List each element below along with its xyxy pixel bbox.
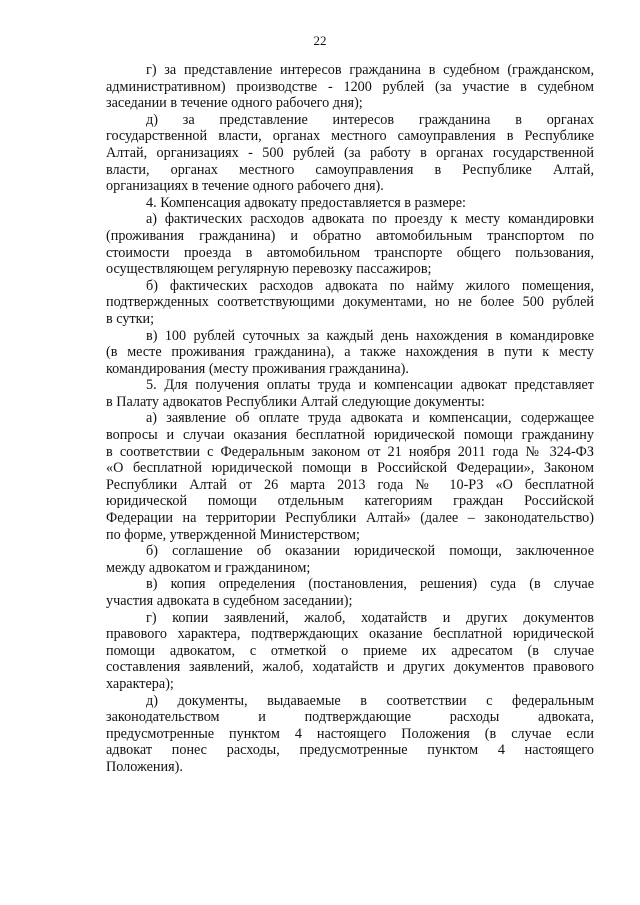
- paragraph: [106, 211, 594, 277]
- text-line: по форме, утвержденной Министерством;: [106, 526, 360, 543]
- text-line: юридической помощи отдельным категориям граждан Российской: [106, 493, 594, 510]
- paragraph: [106, 377, 594, 410]
- text-line: д) документы, выдаваемые в соответствии с федеральным: [146, 692, 594, 709]
- text-line: (проживания гражданина) и обратно автомобильным транспортом по: [106, 227, 594, 244]
- text-line: а) заявление об оплате труда адвоката и компенсации, содержащее: [146, 410, 594, 427]
- paragraph: [106, 543, 594, 576]
- text-line: организациях в течение одного рабочего дня).: [106, 178, 384, 195]
- text-line: командирования (месту проживания гражданина).: [106, 360, 409, 377]
- text-line: г) за представление интересов гражданина в судебном (гражданском,: [146, 62, 594, 78]
- text-line: государственной власти, органах местного самоуправления в Республике: [106, 128, 594, 145]
- paragraph: [106, 328, 594, 378]
- text-line: власти, органах местного самоуправления в Республике Алтай,: [106, 161, 594, 178]
- text-line: в) 100 рублей суточных за каждый день нахождения в командировке: [146, 327, 594, 344]
- text-line: 5. Для получения оплаты труда и компенсации адвокат представляет: [146, 377, 594, 394]
- paragraph: [106, 410, 594, 543]
- text-line: б) фактических расходов адвоката по найму жилого помещения,: [146, 277, 594, 294]
- paragraph: [106, 278, 594, 328]
- document-body: [106, 62, 594, 776]
- text-line: (в месте проживания гражданина), а также нахождения в пути к месту: [106, 344, 594, 361]
- text-line: вопросы и случаи оказания бесплатной юридической помощи гражданину: [106, 427, 594, 444]
- paragraph: [106, 693, 594, 776]
- text-line: составления заявлений, жалоб, ходатайств и других документов правового: [106, 659, 594, 676]
- text-line: адвокат понес расходы, предусмотренные пунктом 4 настоящего: [106, 742, 594, 759]
- text-line: в Палату адвокатов Республики Алтай следующие документы:: [106, 393, 485, 410]
- text-line: предусмотренные пунктом 4 настоящего Положения (в случае если: [106, 725, 594, 742]
- paragraph: [106, 576, 594, 609]
- text-line: Алтай, организациях - 500 рублей (за работу в органах государственной: [106, 144, 594, 161]
- text-line: Положения).: [106, 758, 183, 775]
- paragraph: [106, 62, 594, 112]
- text-line: Федерации на территории Республики Алтай» (далее – законодательство): [106, 510, 594, 527]
- text-line: законодательством и подтверждающие расходы адвоката,: [106, 709, 594, 726]
- text-line: административном) производстве - 1200 рублей (за участие в судебном: [106, 78, 594, 95]
- text-line: участия адвоката в судебном заседании);: [106, 593, 353, 609]
- paragraph: [106, 112, 594, 195]
- paragraph: [106, 195, 594, 212]
- text-line: стоимости проезда в автомобильном транспорте общего пользования,: [106, 244, 594, 261]
- text-line: заседании в течение одного рабочего дня);: [106, 95, 363, 112]
- text-line: подтвержденных соответствующими документами, но не более 500 рублей: [106, 294, 594, 311]
- text-line: д) за представление интересов гражданина в органах: [146, 111, 594, 128]
- text-line: Республики Алтай от 26 марта 2013 года № 10-РЗ «О бесплатной: [106, 476, 594, 493]
- page-number: 22: [313, 33, 327, 48]
- text-line: помощи адвокатом, с отметкой о приеме их адресатом (в случае: [106, 642, 594, 659]
- paragraph: [106, 610, 594, 693]
- text-line: г) копии заявлений, жалоб, ходатайств и других документов: [146, 609, 594, 626]
- text-line: «О бесплатной юридической помощи в Российской Федерации», Законом: [106, 460, 594, 477]
- text-line: а) фактических расходов адвоката по проезду к месту командировки: [146, 211, 594, 228]
- text-line: между адвокатом и гражданином;: [106, 559, 311, 576]
- text-line: 4. Компенсация адвокату предоставляется в размере:: [146, 194, 466, 211]
- text-line: б) соглашение об оказании юридической помощи, заключенное: [146, 543, 594, 560]
- text-line: в) копия определения (постановления, решения) суда (в случае: [146, 576, 594, 593]
- text-line: осуществляющем регулярную перевозку пассажиров;: [106, 261, 432, 278]
- text-line: в соответствии с Федеральным законом от 21 ноября 2011 года № 324-ФЗ: [106, 443, 594, 460]
- text-line: правового характера, подтверждающих оказание бесплатной юридической: [106, 626, 594, 643]
- text-line: в сутки;: [106, 310, 155, 327]
- text-line: характера);: [106, 675, 174, 692]
